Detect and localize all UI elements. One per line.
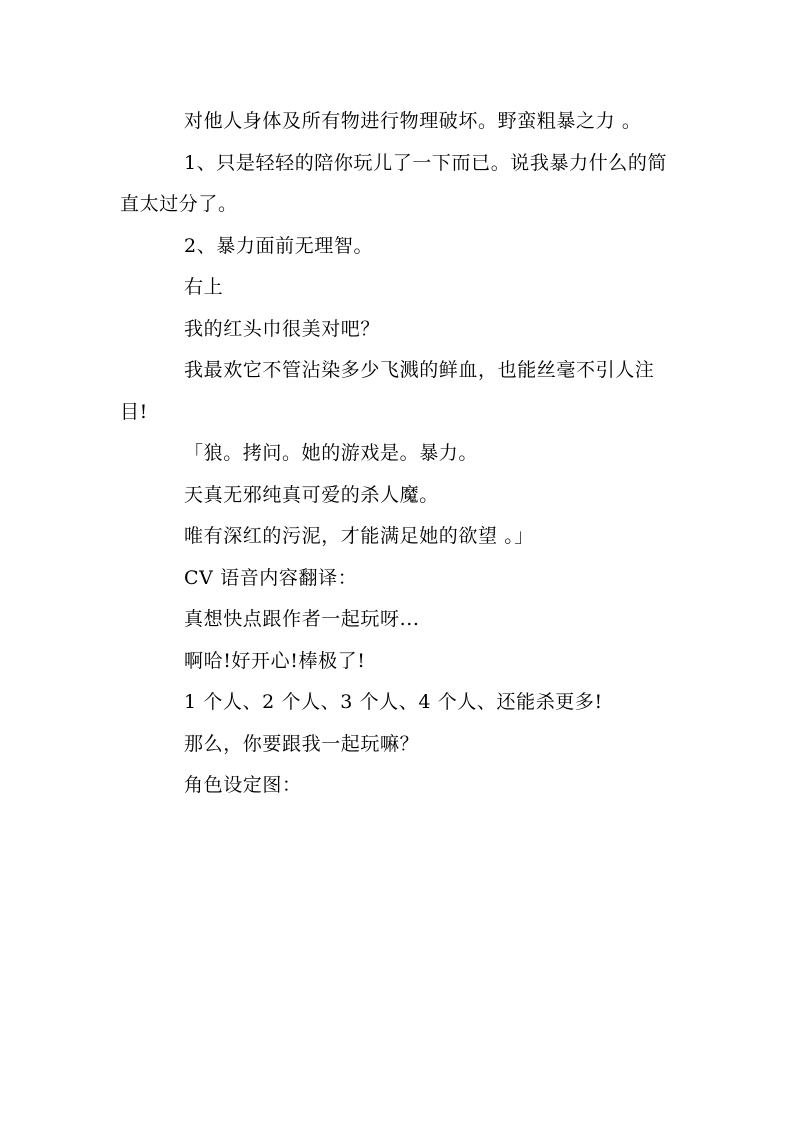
paragraph: 「狼。拷问。她的游戏是。暴力。 (184, 442, 479, 464)
paragraph: 我最欢它不管沾染多少飞溅的鲜血，也能丝毫不引人注目! (120, 359, 655, 423)
paragraph: 真想快点跟作者一起玩呀... (184, 608, 420, 630)
paragraph: 右上 (184, 276, 224, 298)
paragraph: 1、只是轻轻的陪你玩儿了一下而已。说我暴力什么的简直太过分了。 (120, 151, 668, 215)
paragraph: 角色设定图： (184, 774, 302, 796)
paragraph: 1 个人、2 个人、3 个人、4 个人、还能杀更多! (184, 691, 603, 713)
paragraph: 那么，你要跟我一起玩嘛？ (184, 732, 420, 755)
paragraph: 唯有深红的污泥，才能满足她的欲望 。」 (184, 525, 534, 547)
paragraph: 2、暴力面前无理智。 (184, 234, 374, 257)
paragraph: CV 语音内容翻译： (184, 566, 358, 589)
paragraph: 对他人身体及所有物进行物理破坏。野蛮粗暴之力 。 (184, 110, 642, 132)
document-body (120, 101, 680, 807)
paragraph: 天真无邪纯真可爱的杀人魔。 (184, 483, 439, 506)
paragraph: 啊哈!好开心!棒极了! (184, 649, 366, 672)
paragraph: 我的红头巾很美对吧？ (184, 317, 381, 340)
